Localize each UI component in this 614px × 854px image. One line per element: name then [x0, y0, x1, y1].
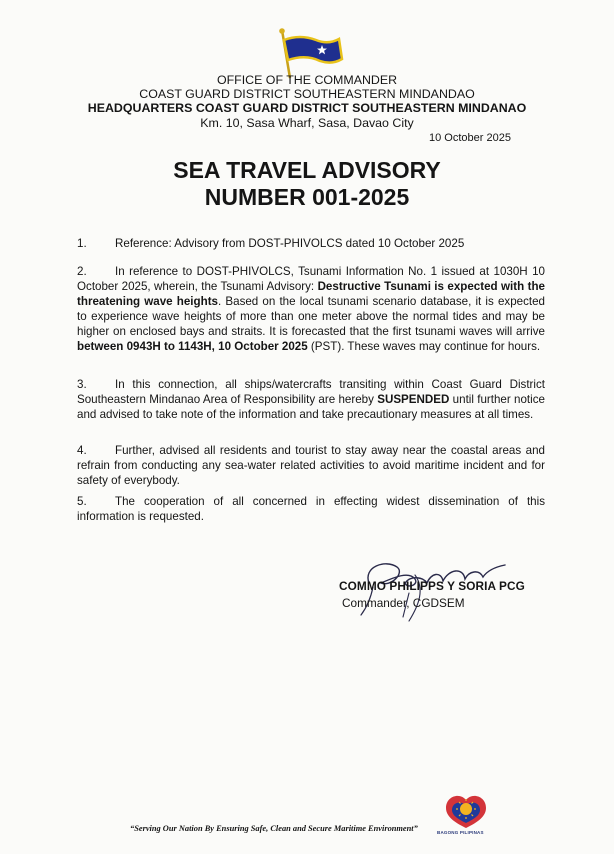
- paragraph-text: (PST). These waves may continue for hours.: [307, 340, 541, 353]
- bagong-pilipinas-text: BAGONG PILIPINAS: [437, 830, 484, 835]
- advisory-date: 10 October 2025: [429, 132, 511, 144]
- footer-motto: “Serving Our Nation By Ensuring Safe, Clean and Secure Maritime Environment”: [130, 824, 418, 833]
- paragraph-text: . Based on the local tsunami scenario database, it is expected to experience wave heights of more than one meter above the normal tides and may be higher on enclosed bays and straits. It is forecasted that the first tsunami waves will arrive: [77, 295, 546, 338]
- office-line: OFFICE OF THE COMMANDER: [216, 73, 398, 87]
- district-line: COAST GUARD DISTRICT SOUTHEASTERN MINDANDAO: [139, 87, 475, 101]
- paragraph-text: In this connection, all ships/watercrafts transiting within Coast Guard District Southeastern Mindanao Area of Responsibility are hereby: [77, 378, 545, 406]
- paragraph-text: In reference to DOST-PHIVOLCS, Tsunami Information No. 1 issued at 1030H 10 October 2025, wherein, the Tsunami Advisory:: [77, 265, 545, 293]
- paragraph-text: until further notice and advised to take note of the information and take precautionary measures at all times.: [77, 393, 545, 421]
- signatory-name: COMMO PHILIPPS Y SORIA PCG: [339, 579, 525, 593]
- advisory-number: NUMBER 001-2025: [204, 184, 410, 210]
- tsunami-warning-emphasis: Destructive Tsunami is expected with the threatening wave heights: [77, 280, 545, 308]
- address-line: Km. 10, Sasa Wharf, Sasa, Davao City: [200, 116, 414, 130]
- paragraph-2: [77, 264, 545, 354]
- paragraph-text: Further, advised all residents and tourist to stay away near the coastal areas and refrain from conducting any sea-water related activities to avoid maritime incident and for safety of everybody.: [77, 444, 545, 487]
- paragraph-4: [77, 443, 545, 488]
- headquarters-line: HEADQUARTERS COAST GUARD DISTRICT SOUTHEASTERN MINDANAO: [87, 101, 527, 115]
- paragraph-1: [77, 236, 545, 251]
- bagong-pilipinas-logo-icon: [440, 790, 492, 830]
- signatory-title: Commander, CGDSEM: [342, 596, 465, 610]
- paragraph-number: 1.: [77, 237, 87, 250]
- paragraph-text: The cooperation of all concerned in effecting widest dissemination of this information is requested.: [77, 495, 545, 523]
- paragraph-number: 4.: [77, 444, 87, 457]
- handwritten-signature: [345, 553, 515, 633]
- paragraph-3: [77, 377, 545, 422]
- arrival-time-emphasis: between 0943H to 1143H, 10 October 2025: [77, 340, 308, 353]
- suspended-emphasis: SUSPENDED: [377, 393, 450, 406]
- paragraph-number: 3.: [77, 378, 87, 391]
- paragraph-5: [77, 494, 545, 524]
- advisory-title: SEA TRAVEL ADVISORY: [173, 157, 441, 183]
- paragraph-number: 5.: [77, 495, 87, 508]
- paragraph-number: 2.: [77, 265, 87, 278]
- paragraph-text: Reference: Advisory from DOST-PHIVOLCS dated 10 October 2025: [115, 237, 465, 250]
